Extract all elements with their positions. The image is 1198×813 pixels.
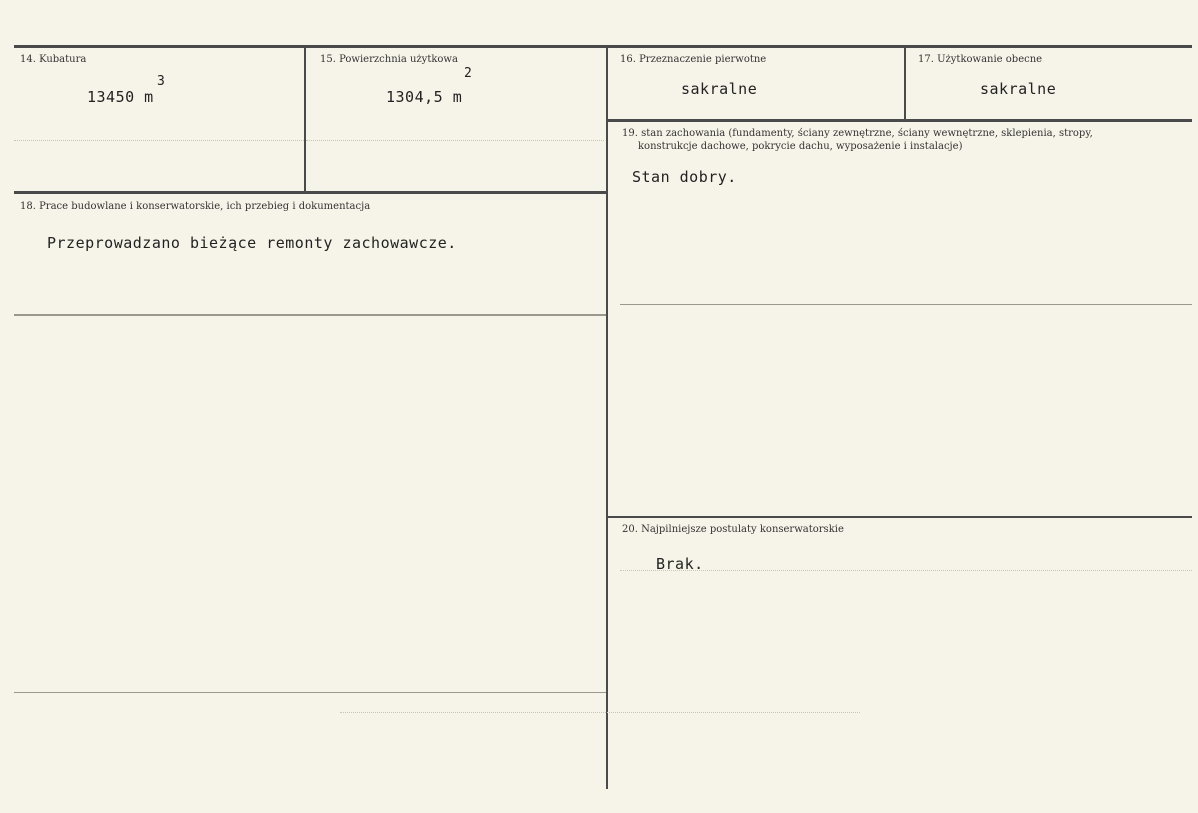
label-kubatura: 14. Kubatura xyxy=(20,54,87,65)
divider-14-15 xyxy=(304,47,306,193)
rule-right-mid xyxy=(620,304,1192,305)
rule-under-16-17 xyxy=(608,119,1192,122)
ghost-line xyxy=(340,712,860,713)
exponent-kubatura: 3 xyxy=(157,74,165,89)
rule-left-mid xyxy=(14,314,606,316)
label-postulaty: 20. Najpilniejsze postulaty konserwatorskie xyxy=(622,524,844,535)
label-prace-budowlane: 18. Prace budowlane i konserwatorskie, ich przebieg i dokumentacja xyxy=(20,201,371,212)
value-prace-budowlane: Przeprowadzano bieżące remonty zachowawcze. xyxy=(47,234,457,252)
top-rule xyxy=(14,45,1192,48)
value-kubatura: 13450 m xyxy=(87,88,154,106)
rule-above-20 xyxy=(608,516,1192,518)
ghost-line xyxy=(14,140,304,141)
label-powierzchnia: 15. Powierzchnia użytkowa xyxy=(320,54,458,65)
value-stan-zachowania: Stan dobry. xyxy=(632,168,737,186)
ghost-line xyxy=(306,140,604,141)
value-uzytkowanie-obecne: sakralne xyxy=(980,80,1057,98)
value-przeznaczenie-pierwotne: sakralne xyxy=(681,80,758,98)
exponent-powierzchnia: 2 xyxy=(464,66,472,81)
value-postulaty: Brak. xyxy=(656,555,704,573)
label-stan-zachowania-line2: konstrukcje dachowe, pokrycie dachu, wyposażenie i instalacje) xyxy=(638,141,963,152)
label-uzytkowanie-obecne: 17. Użytkowanie obecne xyxy=(918,54,1043,65)
ghost-line xyxy=(620,570,1192,571)
value-powierzchnia: 1304,5 m xyxy=(386,88,463,106)
rule-left-bottom xyxy=(14,692,606,693)
divider-main xyxy=(606,47,608,789)
divider-16-17 xyxy=(904,47,906,120)
label-przeznaczenie-pierwotne: 16. Przeznaczenie pierwotne xyxy=(620,54,767,65)
label-stan-zachowania-line1: 19. stan zachowania (fundamenty, ściany zewnętrzne, ściany wewnętrzne, sklepienia, stropy, xyxy=(622,128,1093,139)
rule-under-14-15 xyxy=(14,191,606,194)
